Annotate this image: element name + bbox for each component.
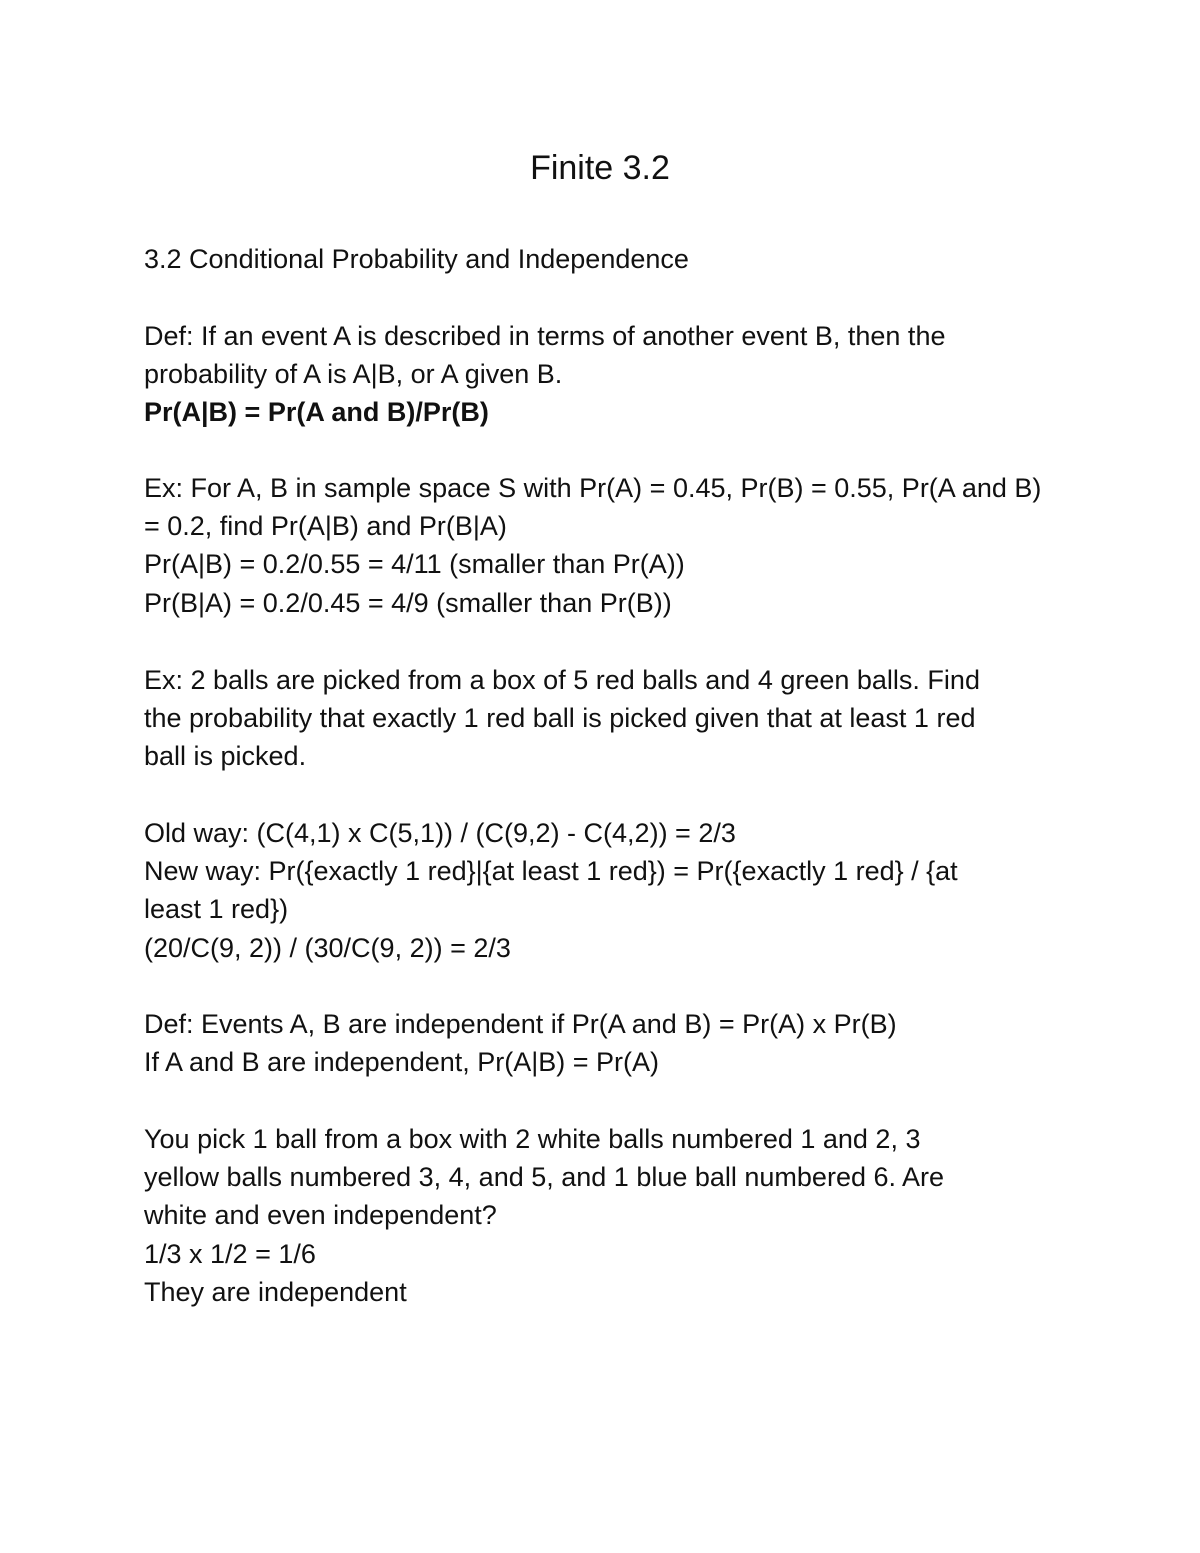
solution-line: (20/C(9, 2)) / (30/C(9, 2)) = 2/3 bbox=[144, 933, 511, 963]
example-line: You pick 1 ball from a box with 2 white balls numbered 1 and 2, 3 bbox=[144, 1124, 921, 1154]
solution-line: They are independent bbox=[144, 1277, 407, 1307]
example-line: the probability that exactly 1 red ball is picked given that at least 1 red bbox=[144, 703, 976, 733]
solution-line: 1/3 x 1/2 = 1/6 bbox=[144, 1239, 316, 1269]
section-heading: 3.2 Conditional Probability and Independence bbox=[144, 244, 689, 274]
definition-line: probability of A is A|B, or A given B. bbox=[144, 359, 563, 389]
page-title: Finite 3.2 bbox=[530, 149, 670, 187]
definition-line: Def: If an event A is described in terms of another event B, then the bbox=[144, 321, 946, 351]
example-line: Ex: For A, B in sample space S with Pr(A) = 0.45, Pr(B) = 0.55, Pr(A and B) bbox=[144, 473, 1042, 503]
example-line: Ex: 2 balls are picked from a box of 5 red balls and 4 green balls. Find bbox=[144, 665, 980, 695]
example-line: yellow balls numbered 3, 4, and 5, and 1 blue ball numbered 6. Are bbox=[144, 1162, 945, 1192]
solution-line: New way: Pr({exactly 1 red}|{at least 1 red}) = Pr({exactly 1 red} / {at bbox=[144, 856, 958, 886]
example-line: ball is picked. bbox=[144, 741, 307, 771]
example-line: Pr(A|B) = 0.2/0.55 = 4/11 (smaller than Pr(A)) bbox=[144, 549, 685, 579]
definition-line: Def: Events A, B are independent if Pr(A and B) = Pr(A) x Pr(B) bbox=[144, 1009, 897, 1039]
example-line: Pr(B|A) = 0.2/0.45 = 4/9 (smaller than Pr(B)) bbox=[144, 588, 672, 618]
solution-line: Old way: (C(4,1) x C(5,1)) / (C(9,2) - C(4,2)) = 2/3 bbox=[144, 818, 736, 848]
example-line: = 0.2, find Pr(A|B) and Pr(B|A) bbox=[144, 511, 507, 541]
formula-line: Pr(A|B) = Pr(A and B)/Pr(B) bbox=[144, 397, 489, 427]
example-line: white and even independent? bbox=[144, 1200, 497, 1230]
definition-line: If A and B are independent, Pr(A|B) = Pr(A) bbox=[144, 1047, 660, 1077]
solution-line: least 1 red}) bbox=[144, 894, 289, 924]
